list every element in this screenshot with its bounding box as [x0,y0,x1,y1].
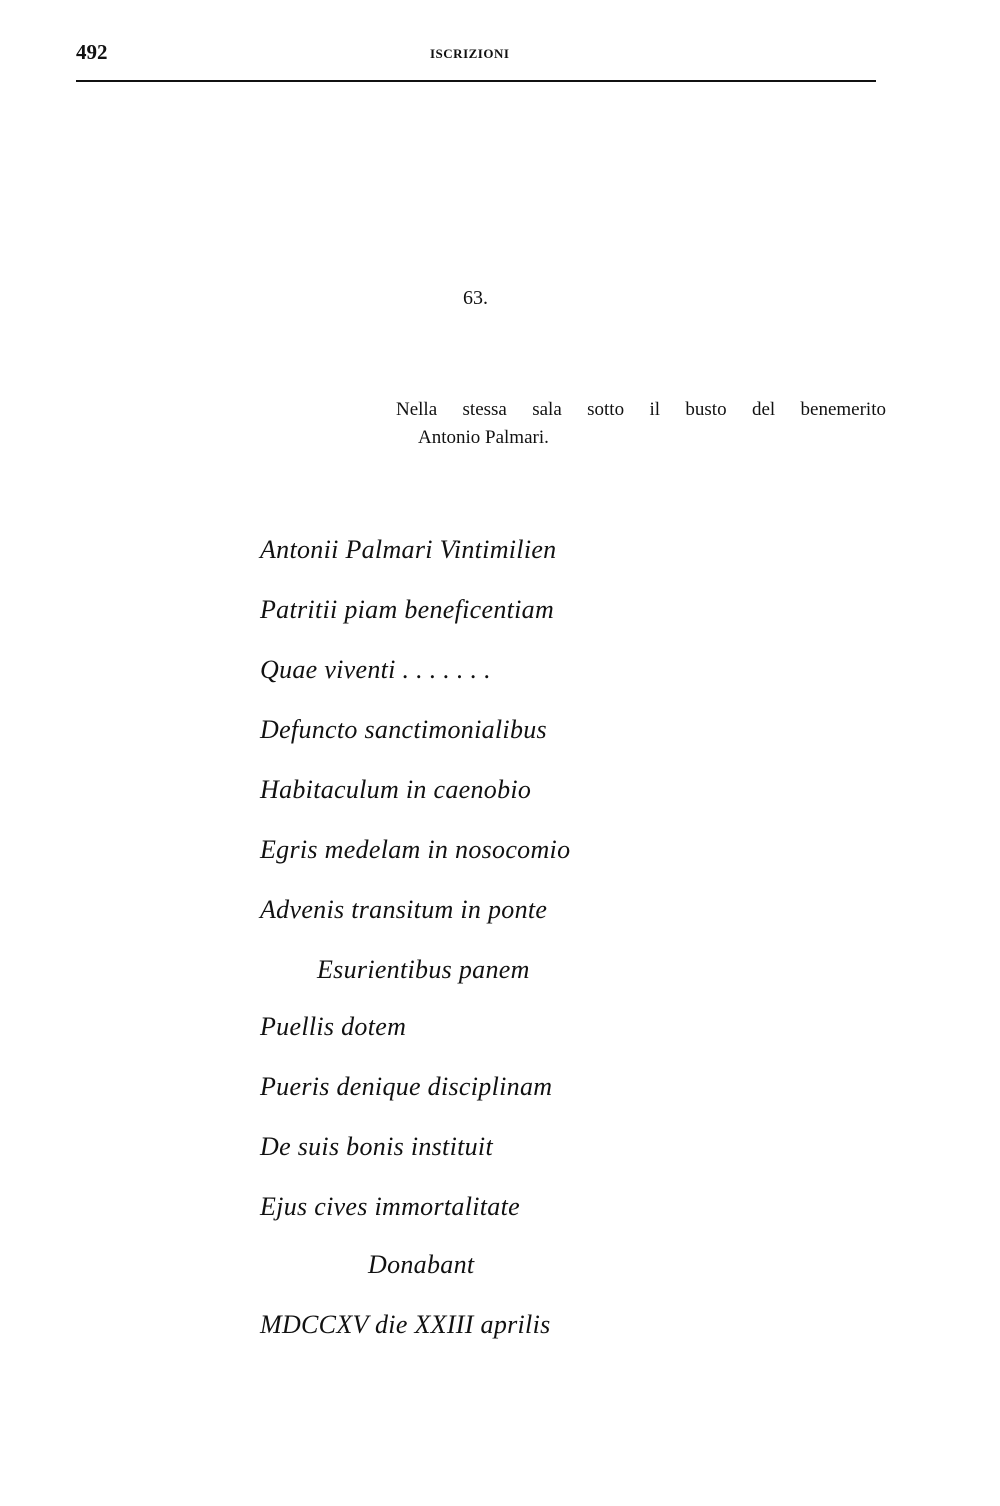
caption [396,396,886,452]
inscription-line: Habitaculum in caenobio [260,775,532,804]
inscription-line: Pueris denique disciplinam [260,1072,553,1101]
inscription-line: Quae viventi . . . . . . . [260,655,491,684]
running-head: ISCRIZIONI [430,46,510,61]
section-number: 63. [463,287,488,309]
inscription-line: De suis bonis instituit [260,1132,493,1161]
inscription-line: Defuncto sanctimonialibus [260,715,547,744]
inscription-line: Donabant [368,1250,475,1279]
inscription-line: Ejus cives immortalitate [260,1192,520,1221]
inscription-line: Advenis transitum in ponte [260,895,548,924]
inscription-line: Puellis dotem [260,1012,407,1041]
inscription-line: Antonii Palmari Vintimilien [260,535,557,564]
inscription-line: Esurientibus panem [317,955,530,984]
inscription-line: MDCCXV die XXIII aprilis [260,1310,551,1339]
header-rule [76,80,876,82]
page-number: 492 [76,40,108,64]
inscription-line: Egris medelam in nosocomio [260,835,571,864]
caption-line-2: Antonio Palmari. [418,427,549,448]
inscription-line: Patritii piam beneficentiam [260,595,555,624]
caption-line-1: Nella stessa sala sotto il busto del benemerito [396,399,886,420]
